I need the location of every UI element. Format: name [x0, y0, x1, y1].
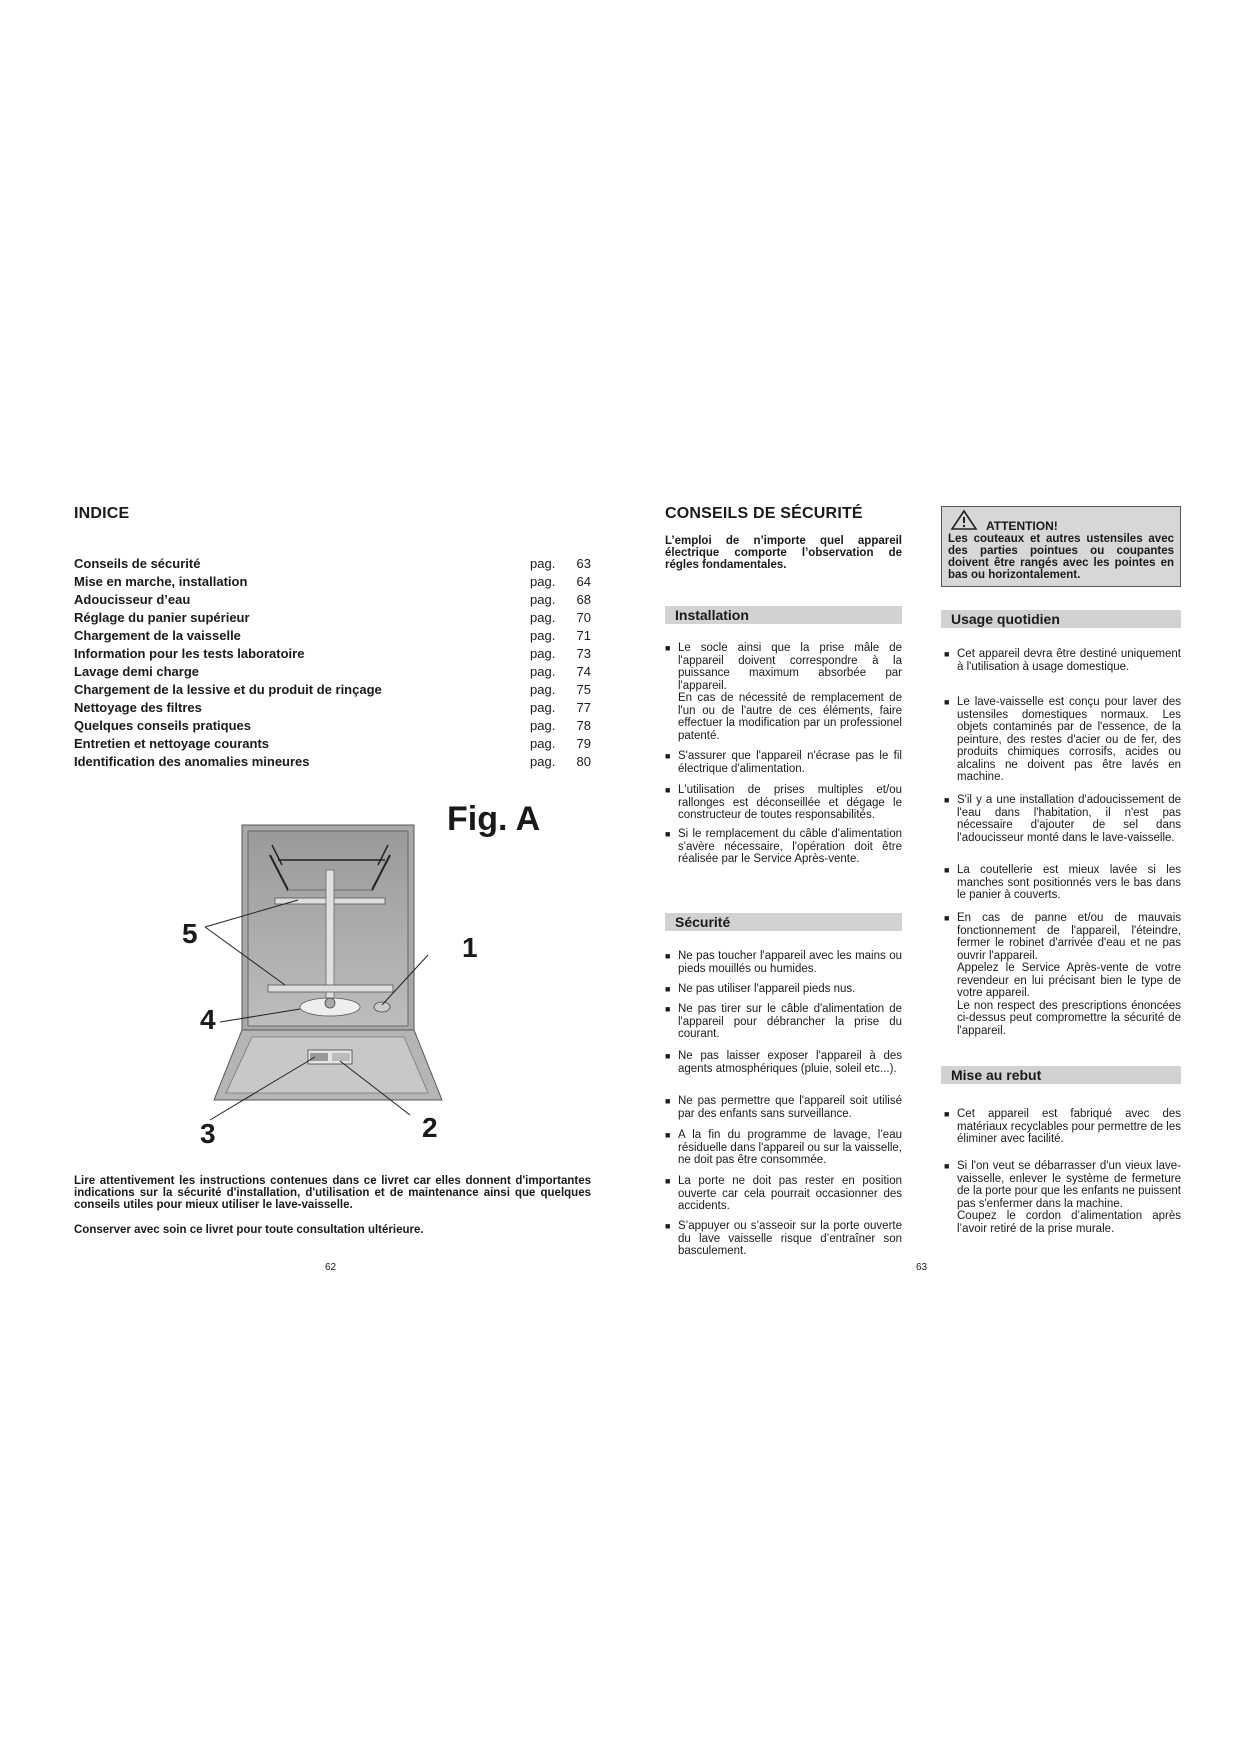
- list-item: [665, 1129, 902, 1167]
- list-item: [944, 912, 1181, 1037]
- list-item-text: ■ S’appuyer ou s’asseoir sur la porte ouverte du lave vaisselle risque d’entraîner son basculement.: [678, 1220, 902, 1257]
- toc-page-number: 71: [576, 628, 591, 643]
- toc-title: Mise en marche, installation: [74, 574, 248, 589]
- toc-title: Adoucisseur d’eau: [74, 592, 191, 607]
- toc-title: Entretien et nettoyage courants: [74, 736, 270, 751]
- list-item: [665, 950, 902, 975]
- toc-row: [74, 718, 591, 736]
- list-item-text: ■ Le lave-vaisselle est conçu pour laver des ustensiles domestiques normaux. Les objets contaminés par de l'essence, de la peinture, des restes d'acier ou de fer, des produits chimiques corrosifs, acides ou alcalins ne doivent pas être lavés en machine.: [957, 696, 1181, 783]
- toc-page-number: 78: [576, 718, 591, 733]
- list-item: [665, 1003, 902, 1041]
- securite-title: Sécurité: [665, 913, 902, 931]
- toc-title: Chargement de la vaisselle: [74, 628, 241, 643]
- toc-pag: pag.: [530, 736, 556, 751]
- keep-advice: Conserver avec soin ce livret pour toute consultation ultérieure.: [74, 1224, 424, 1236]
- toc-pag: pag.: [530, 664, 556, 679]
- attention-title: ATTENTION!: [986, 519, 1058, 533]
- list-item: [944, 1108, 1181, 1146]
- callout-2: 2: [422, 1112, 438, 1143]
- list-item-text: ■ Cet appareil devra être destiné uniquement à l'utilisation à usage domestique.: [957, 648, 1181, 673]
- list-item-text: ■ Ne pas permettre que l'appareil soit utilisé par des enfants sans surveillance.: [678, 1095, 902, 1120]
- list-item: [665, 828, 902, 866]
- list-item-text: Coupez le cordon d’alimentation après l’avoir retiré de la prise murale.: [957, 1210, 1181, 1235]
- toc-page-number: 79: [576, 736, 591, 751]
- installation-title: Installation: [665, 606, 902, 624]
- list-item-text: ■ L'utilisation de prises multiples et/ou rallonges est déconseillée et dégage le constructeur de toutes responsabilités.: [678, 784, 902, 821]
- toc-pag: pag.: [530, 718, 556, 733]
- list-item-text: En cas de nécessité de remplacement de l'un ou de l'autre de ces éléments, faire effectuer la modification par un professionel patenté.: [678, 692, 902, 742]
- list-item: [665, 1095, 902, 1120]
- list-item-text: ■ Cet appareil est fabriqué avec des matériaux recyclables pour permettre de les éliminer avec facilité.: [957, 1108, 1181, 1145]
- toc-row: [74, 682, 591, 700]
- list-item: [944, 1160, 1181, 1235]
- list-item: [944, 794, 1181, 844]
- toc-title: Chargement de la lessive et du produit de rinçage: [74, 682, 382, 697]
- callout-5: 5: [182, 918, 198, 949]
- toc-row: [74, 754, 591, 772]
- toc-title: Nettoyage des filtres: [74, 700, 202, 715]
- toc-row: [74, 700, 591, 718]
- list-item: [665, 1220, 902, 1258]
- callout-3: 3: [200, 1118, 216, 1149]
- toc-pag: pag.: [530, 592, 556, 607]
- attention-box: [941, 506, 1181, 587]
- list-item: [665, 1175, 902, 1213]
- list-item-text: ■ Ne pas utiliser l'appareil pieds nus.: [678, 983, 856, 995]
- toc-pag: pag.: [530, 574, 556, 589]
- toc-title: Réglage du panier supérieur: [74, 610, 250, 625]
- warning-icon: [950, 509, 978, 531]
- toc-title: Information pour les tests laboratoire: [74, 646, 305, 661]
- index-heading: INDICE: [74, 505, 130, 522]
- list-item-text: ■ Le socle ainsi que la prise mâle de l'appareil doivent correspondre à la puissance maximum absorbée par l'appareil.: [678, 642, 902, 692]
- toc-pag: pag.: [530, 754, 556, 769]
- toc-page-number: 64: [576, 574, 591, 589]
- list-item: [665, 750, 902, 775]
- list-item-text: ■ S'assurer que l'appareil n'écrase pas le fil électrique d'alimentation.: [678, 750, 902, 775]
- list-item: [665, 983, 902, 996]
- callout-1: 1: [462, 932, 478, 963]
- toc-page-number: 63: [576, 556, 591, 571]
- list-item: [665, 1050, 902, 1075]
- toc-row: [74, 556, 591, 574]
- list-item: [944, 648, 1181, 673]
- rebut-title: Mise au rebut: [941, 1066, 1181, 1084]
- list-item-text: ■ A la fin du programme de lavage, l’eau résiduelle dans l'appareil ou sur la vaisselle, ne doit pas être consommée.: [678, 1129, 903, 1166]
- callout-4: 4: [200, 1004, 216, 1035]
- toc-page-number: 74: [576, 664, 591, 679]
- usage-title: Usage quotidien: [941, 610, 1181, 628]
- toc-pag: pag.: [530, 628, 556, 643]
- list-item-text: ■ Ne pas toucher l'appareil avec les mains ou pieds mouillés ou humides.: [678, 950, 902, 975]
- list-item-text: ■ La porte ne doit pas rester en position ouverte car cela pourrait occasionner des accidents.: [678, 1175, 902, 1212]
- list-item-text: ■ Ne pas laisser exposer l'appareil à des agents atmosphériques (pluie, soleil etc...).: [678, 1050, 902, 1075]
- reading-advice: Lire attentivement les instructions contenues dans ce livret car elles donnent d'importantes indications sur la sécurité d'installation, d'utilisation et de maintenance ainsi que quelques conseils utiles pour mieux utiliser le lave-vaisselle.: [74, 1175, 591, 1211]
- toc-pag: pag.: [530, 610, 556, 625]
- toc-row: [74, 574, 591, 592]
- list-item-text: ■ Si l'on veut se débarrasser d'un vieux lave-vaisselle, enlever le système de fermeture de la porte pour que les enfants ne puissent pas s'enfermer dans la machine.: [957, 1160, 1181, 1210]
- toc-page-number: 70: [576, 610, 591, 625]
- toc-page-number: 77: [576, 700, 591, 715]
- toc-title: Identification des anomalies mineures: [74, 754, 310, 769]
- toc-row: [74, 646, 591, 664]
- toc-pag: pag.: [530, 646, 556, 661]
- toc-row: [74, 664, 591, 682]
- toc-row: [74, 736, 591, 754]
- page-number-right: 63: [916, 1262, 928, 1273]
- toc-row: [74, 628, 591, 646]
- list-item-text: ■ S'il y a une installation d'adoucissement de l'eau dans l'habitation, il n'est pas nécessaire d'ajouter de sel dans l'adoucisseur monté dans le lave-vaisselle.: [957, 794, 1181, 844]
- list-item-text: ■ Ne pas tirer sur le câble d'alimentation de l'appareil pour débrancher la prise du courant.: [678, 1003, 902, 1040]
- list-item-text: Le non respect des prescriptions énoncées ci-dessus peut compromettre la sécurité de l'appareil.: [957, 999, 1181, 1037]
- toc-page-number: 73: [576, 646, 591, 661]
- dishwasher-illustration: [160, 815, 490, 1150]
- toc-page-number: 75: [576, 682, 591, 697]
- list-item: [944, 864, 1181, 902]
- list-item: [944, 696, 1181, 784]
- toc-page-number: 68: [576, 592, 591, 607]
- safety-heading: CONSEILS DE SÉCURITÉ: [665, 505, 863, 522]
- toc-title: Conseils de sécurité: [74, 556, 201, 571]
- list-item-text: ■ En cas de panne et/ou de mauvais fonctionnement de l'appareil, l'éteindre, fermer le robinet d'arrivée d'eau et ne pas ouvrir l'appareil.: [957, 912, 1181, 962]
- toc-row: [74, 610, 591, 628]
- attention-text: Les couteaux et autres ustensiles avec des parties pointues ou coupantes doivent être rangés avec les pointes en bas ou horizontalement.: [948, 533, 1174, 581]
- toc-pag: pag.: [530, 700, 556, 715]
- safety-intro: L’emploi de n’importe quel appareil électrique comporte l’observation de régles fondamentales.: [665, 535, 902, 571]
- toc-pag: pag.: [530, 682, 556, 697]
- list-item-text: ■ La coutellerie est mieux lavée si les manches sont positionnés vers le bas dans le panier à couverts.: [957, 864, 1181, 901]
- toc-title: Quelques conseils pratiques: [74, 718, 251, 733]
- toc-row: [74, 592, 591, 610]
- toc-pag: pag.: [530, 556, 556, 571]
- list-item: [665, 784, 902, 822]
- figure-label: Fig. A: [447, 800, 541, 838]
- toc-page-number: 80: [576, 754, 591, 769]
- page-number-left: 62: [325, 1262, 337, 1273]
- toc-title: Lavage demi charge: [74, 664, 199, 679]
- list-item-text: Appelez le Service Après-vente de votre revendeur en lui précisant bien le type de votre appareil.: [957, 962, 1181, 999]
- list-item: [665, 642, 902, 742]
- list-item-text: ■ Si le remplacement du câble d'alimentation s'avère nécessaire, l'opération doit être réalisée par le Service Après-vente.: [678, 828, 902, 865]
